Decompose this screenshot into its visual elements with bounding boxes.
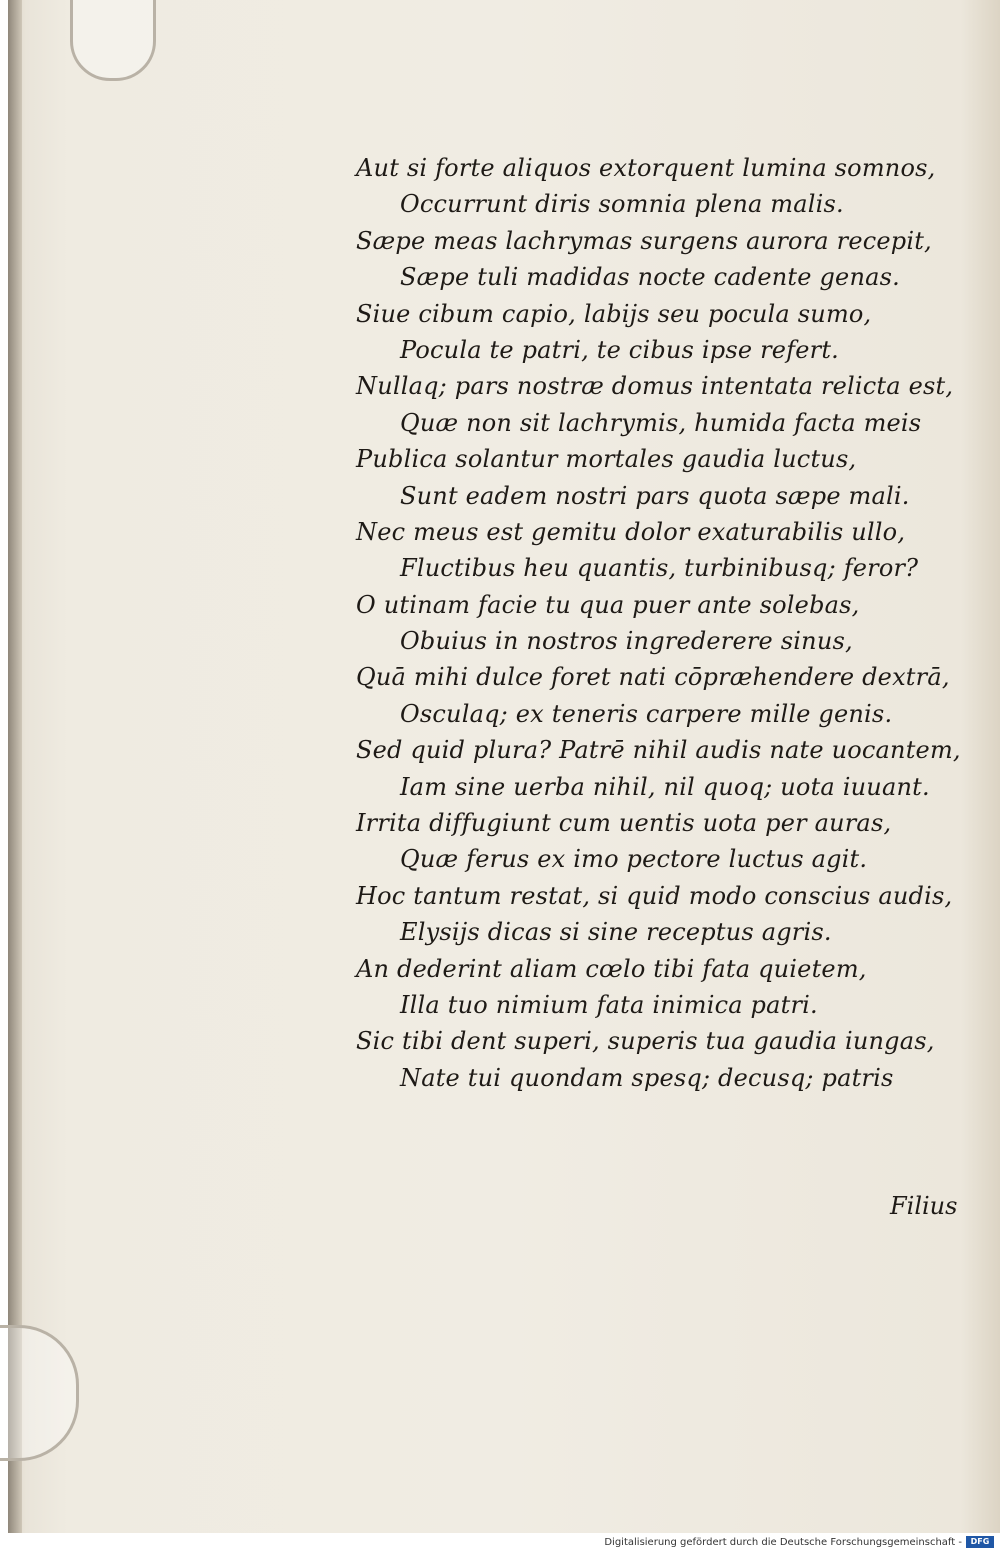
- poem-text: [356, 150, 986, 1096]
- verse-line: Sunt eadem nostri pars quota sæpe mali.: [400, 481, 910, 510]
- verse-line: Irrita diffugiunt cum uentis uota per auras,: [356, 809, 892, 838]
- page-clip-side: [0, 1325, 79, 1461]
- verse-line: Publica solantur mortales gaudia luctus,: [356, 445, 857, 474]
- verse-line: An dederint aliam cœlo tibi fata quietem,: [356, 954, 867, 983]
- spine-shadow: [8, 0, 22, 1533]
- verse-line: Quæ non sit lachrymis, humida facta meis: [400, 408, 922, 437]
- verse-line: Sæpe tuli madidas nocte cadente genas.: [400, 263, 900, 292]
- verse-line: Elysijs dicas si sine receptus agris.: [400, 918, 832, 947]
- verse-line: Nullaq; pars nostræ domus intentata relicta est,: [356, 372, 954, 401]
- verse-line: Siue cibum capio, labijs seu pocula sumo,: [356, 299, 872, 328]
- verse-line: Occurrunt diris somnia plena malis.: [400, 190, 844, 219]
- verse-line: O utinam facie tu qua puer ante solebas,: [356, 590, 860, 619]
- footer-credit: Digitalisierung gefördert durch die Deutsche Forschungsgemeinschaft -: [604, 1537, 962, 1548]
- verse-line: Sed quid plura? Patrē nihil audis nate uocantem,: [356, 736, 961, 765]
- verse-line: Hoc tantum restat, si quid modo conscius audis,: [356, 881, 953, 910]
- verse-line: Quæ ferus ex imo pectore luctus agit.: [400, 845, 868, 874]
- verse-line: Aut si forte aliquos extorquent lumina somnos,: [356, 154, 936, 182]
- verse-line: Sic tibi dent superi, superis tua gaudia iungas,: [356, 1027, 935, 1056]
- verse-line: Pocula te patri, te cibus ipse refert.: [400, 335, 839, 364]
- page-clip-top: [70, 0, 156, 81]
- verse-line: Iam sine uerba nihil, nil quoq; uota iuuant.: [400, 772, 930, 801]
- verse-line: Nec meus est gemitu dolor exaturabilis ullo,: [356, 517, 906, 546]
- verse-line: Nate tui quondam spesq; decusq; patris: [400, 1063, 894, 1092]
- verse-line: Osculaq; ex teneris carpere mille genis.: [400, 699, 893, 728]
- verse-line: Sæpe meas lachrymas surgens aurora recepit,: [356, 226, 932, 255]
- verse-line: Fluctibus heu quantis, turbinibusq; feror?: [400, 554, 919, 583]
- verse-line: Obuius in nostros ingrederere sinus,: [400, 627, 853, 656]
- catchword: Filius: [890, 1192, 958, 1220]
- verse-line: Quā mihi dulce foret nati cōpræhendere dextrā,: [356, 663, 950, 692]
- verse-line: Illa tuo nimium fata inimica patri.: [400, 990, 818, 1019]
- dfg-logo: DFG: [966, 1536, 994, 1548]
